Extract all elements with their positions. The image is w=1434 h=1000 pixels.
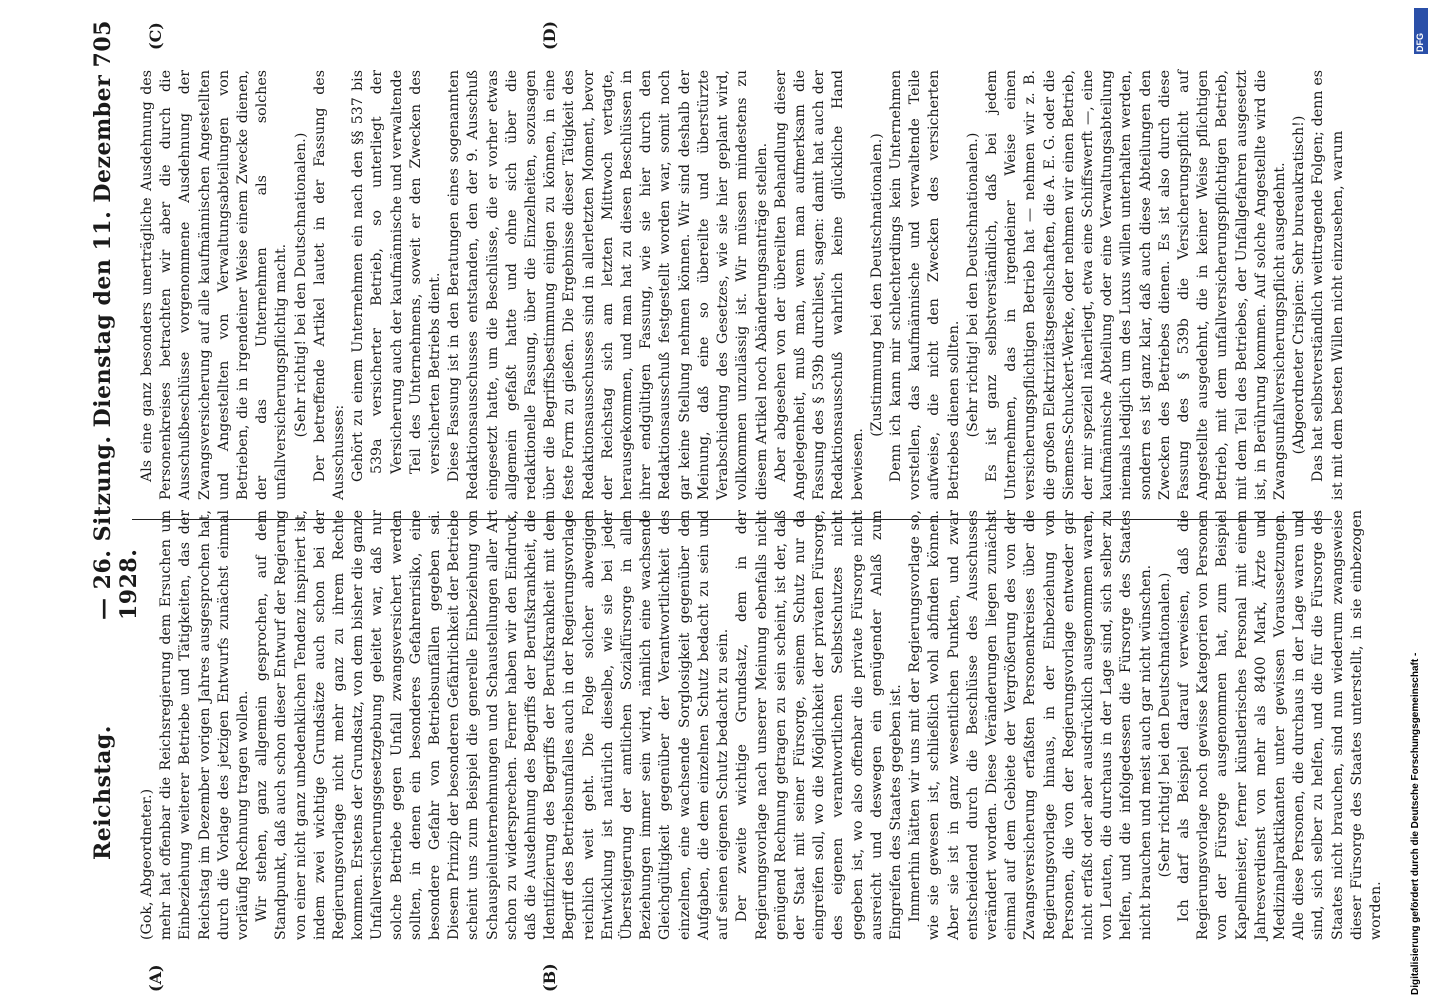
paragraph: Immerhin hätten wir uns mit der Regierungsvorlage so, wie sie gewesen ist, schließlich wohl abfinden können. Aber sie ist in ganz wesentlichen Punkten, und zwar entscheidend durch die Beschlüsse des Ausschusses verändert worden. Diese Veränderungen liegen zunächst einmal auf dem Gebiete der Vergrößerung des von der Zwangsversicherung erfaßten Personenkreises über die Regierungsvorlage hinaus, in der Einbeziehung von Personen, die von der Regierungsvorlage entweder gar nicht erfaßt oder aber ausdrücklich ausgenommen waren, von Leuten, die durchaus in der Lage sind, sich selber zu helfen, und die infolgedessen die Fürsorge des Staates nicht brauchen und meist auch gar nicht wünschen. bbox=[907, 510, 1154, 940]
rotated-page bbox=[20, 0, 1384, 1000]
margin-mark-a: (A) bbox=[146, 964, 165, 992]
paragraph: Diese Fassung ist in den Beratungen eines sogenannten Redaktionsausschusses entstanden, den der 9. Ausschuß eingesetzt hatte, um die Beschlüsse, die er vorher etwas allgemein gefaßt hatte und ohne sich über die redaktionelle Fassung, über die Einzelheiten, sozusagen über die Begriffsbestimmung einigen zu können, in eine feste Form zu gießen. Die Ergebnisse dieser Tätigkeit des Redaktionsausschusses sind in allerletzten Moment, bevor der Reichstag sich am letzten Mittwoch vertagte, herausgekommen, und man hat zu diesen Beschlüssen in ihrer endgültigen Fassung, wie sie hier durch den Redaktionsausschuß festgestellt worden war, somit noch gar keine Stellung nehmen können. Wir sind deshalb der Meinung, daß eine so übereilte und überstürzte Verabschiedung des Gesetzes, wie sie hier geplant wird, vollkommen unzulässig ist. Wir müssen mindestens zu diesem Artikel noch Abänderungsanträge stellen. bbox=[446, 70, 770, 500]
interjection: (Zustimmung bei den Deutschnationalen.) bbox=[868, 133, 885, 437]
interjection: (Abgeordneter Crispien: Sehr bureaukratisch!) bbox=[1291, 115, 1308, 455]
paragraph: Aber abgesehen von der übereilten Behandlung dieser Angelegenheit, muß man, wenn man aufmerksam die Fassung des § 539b durchliest, sagen: damit hat auch der Redaktionsausschuß wahrlich keine glückliche Hand bewiesen. bbox=[772, 70, 866, 500]
margin-mark-c: (C) bbox=[146, 22, 165, 50]
margin-mark-d: (D) bbox=[540, 20, 559, 50]
quoted-article: Gehört zu einem Unternehmen ein nach den §§ 537 bis 539a versicherter Betrieb, so unterliegt der Versicherung auch der kaufmännische und verwaltende Teil des Unternehmens, soweit er den Zwecken des versicherten Betriebs dient. bbox=[350, 70, 444, 482]
margin-mark-b: (B) bbox=[540, 963, 559, 992]
dfg-logo-icon bbox=[1414, 8, 1428, 54]
paragraph: Es ist ganz selbstverständlich, daß bei jedem Unternehmen, das in irgendeiner Weise einen versicherungspflichtigen Betrieb hat — nehmen wir z. B. die großen Elektrizitätsgesellschaften, die A. E. G. oder die Siemens-Schuckert-Werke, oder nehmen wir einen Betrieb, der mir speziell näherliegt, etwa eine Schiffswerft —, eine kaufmännische Abteilung oder eine Verwaltungsabteilung niemals lediglich um des Luxus willen unterhalten werden, sondern es ist ganz klar, daß auch diese Abteilungen den Zwecken des Betriebes dienen. Es ist also durch diese Fassung des § 539b die Versicherungspflicht auf Angestellte ausgedehnt, die in keiner Weise pflichtigen Betrieb, mit dem unfallversicherungspflichtigen Betrieb, mit dem Teil des Betriebes, der Unfallgefahren ausgesetzt ist, in Berührung kommen. Auf solche Angestellte wird die Zwangsunfallversicherungspflicht ausgedehnt. bbox=[983, 70, 1288, 500]
paragraph: Wir stehen, ganz allgemein gesprochen, auf dem Standpunkt, daß auch schon dieser Entwurf der Regierung von einer nicht ganz unbedenklichen Tendenz inspiriert ist, indem zwei wichtige Grundsätze auch schon bei der Regierungsvorlage nicht mehr ganz zu ihrem Rechte kommen. Erstens der Grundsatz, von dem bisher die ganze Unfallversicherungsgesetzgebung geleitet war, daß nur solche Betriebe gegen Unfall zwangsversichert werden sollten, in denen ein besonderes Gefahrenrisiko, eine besondere Gefahr von Betriebsunfällen gegeben sei. Diesem Prinzip der besonderen Gefährlichkeit der Betriebe scheint uns zum Beispiel die generelle Einbeziehung von Schauspielunternehmungen und Schaustellungen aller Art schon zu widersprechen. Ferner haben wir den Eindruck, daß die Ausdehnung des Begriffs der Berufskrankheit, die Identifizierung des Begriffs der Berufskrankheit mit dem Begriff des Betriebsunfalles auch in der Regierungsvorlage reichlich weit geht. Die Folge solcher abwegigen Entwicklung ist natürlich dieselbe, wie sie bei jeder Übersteigerung der amtlichen Sozialfürsorge in allen Beziehungen immer sein wird, nämlich eine wachsende Gleichgültigkeit gegenüber der Verantwortlichkeit des einzelnen, eine wachsende Sorglosigkeit gegenüber den Aufgaben, die dem einzelnen Schutz bedacht zu sein und auf seinen eigenen Schutz bedacht zu sein. bbox=[254, 510, 732, 940]
header-session: — 26. Sitzung. Dienstag den 11. Dezember 1928. bbox=[90, 74, 142, 620]
paragraph: Ich darf als Beispiel darauf verweisen, daß die Regierungsvorlage noch gewisse Kategorien von Personen von der Fürsorge ausgenommen hat, zum Beispiel Kapellmeister, ferner künstlerisches Personal mit einem Jahresverdienst von mehr als 8400 Mark, Ärzte und Medizinalpraktikanten unter gewissen Voraussetzungen. Alle diese Personen, die durchaus in der Lage waren und sind, sich selber zu helfen, und die für die Fürsorge des Staates nicht brauchen, sind nun wiederum zwangsweise dieser Fürsorge des Staates unterstellt, in sie einbezogen worden. bbox=[1175, 510, 1384, 940]
dfg-credit-text: Digitalisierung gefördert durch die Deutsche Forschungsgemeinschaft - bbox=[1410, 652, 1421, 995]
speaker-label: (Gok, Abgeordneter.) bbox=[139, 788, 155, 940]
page-number: 705 bbox=[90, 20, 116, 68]
left-column bbox=[138, 510, 1384, 940]
interjection: (Sehr richtig! bei den Deutschnationalen.) bbox=[1156, 572, 1173, 878]
paragraph: Das hat selbstverständlich weittragende Folgen; denn es ist mit dem besten Willen nicht einzusehen, warum bbox=[1310, 70, 1346, 500]
interjection: (Sehr richtig! bei den Deutschnationalen.) bbox=[964, 132, 981, 438]
paragraph: Der zweite wichtige Grundsatz, dem in der Regierungsvorlage nach unserer Meinung ebenfalls nicht genügend Rechnung getragen zu sein scheint, ist der, daß der Staat mit seiner Fürsorge, seinem Schutz nur da eingreifen soll, wo die Möglichkeit der privaten Fürsorge, des eigenen verantwortlichen Selbstschutzes nicht gegeben ist, wo also offenbar die private Fürsorge nicht ausreicht und deswegen ein genügender Anlaß zum Eingreifen des Staates gegeben ist. bbox=[734, 510, 904, 940]
dfg-logo-text: DFG bbox=[1415, 33, 1425, 52]
interjection: (Sehr richtig! bei den Deutschnationalen.) bbox=[292, 132, 309, 438]
funding-sidebar bbox=[1410, 0, 1430, 1000]
header-title: Reichstag. bbox=[90, 725, 116, 860]
paragraph: mehr hat offenbar die Reichsregierung dem Ersuchen um Einbeziehung weiterer Betriebe und Tätigkeiten, das der Reichstag im Dezember vorigen Jahres ausgesprochen hat, durch die Vorlage des jetzigen Entwurfs zunächst einmal vorläufig Rechnung tragen wollen. bbox=[158, 510, 252, 940]
paragraph: Denn ich kann mir schlechterdings kein Unternehmen vorstellen, das kaufmännische und verwaltende Teile aufweise, die nicht den Zwecken des versicherten Betriebes dienen sollten. bbox=[887, 70, 962, 500]
paragraph: Der betreffende Artikel lautet in der Fassung des Ausschusses: bbox=[311, 70, 348, 500]
page-header bbox=[90, 20, 142, 980]
right-column bbox=[138, 70, 1346, 500]
paragraph: Als eine ganz besonders unerträgliche Ausdehnung des Personenkreises betrachten wir aber die durch die Ausschußbeschlüsse vorgenommene Ausdehnung der Zwangsversicherung auf alle kaufmännischen Angestellten und Angestellten von Verwaltungsabteilungen von Betrieben, die in irgendeiner Weise einem Zwecke dienen, der das Unternehmen als solches unfallversicherungspflichtig macht. bbox=[139, 70, 290, 500]
